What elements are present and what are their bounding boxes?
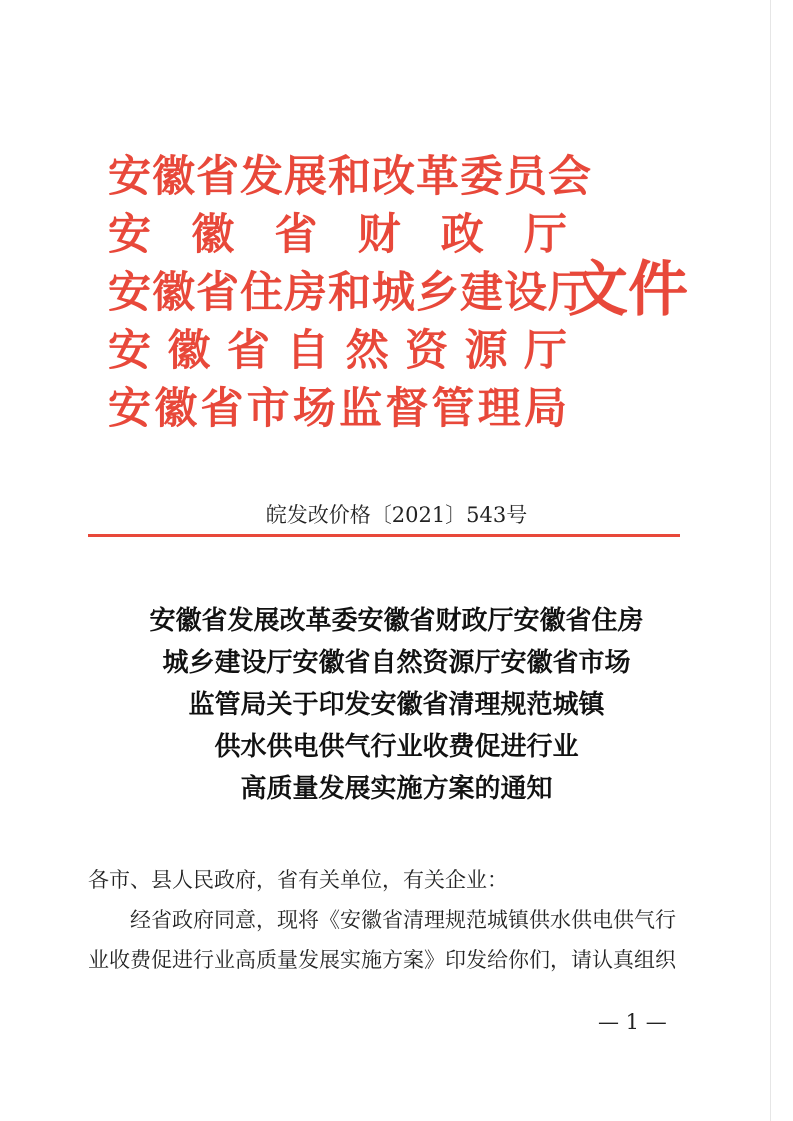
body-line-1: 经省政府同意，现将《安徽省清理规范城镇供水供电供气行 (130, 908, 676, 932)
issuer-3: 安徽省住房和城乡建设厅 (108, 268, 592, 318)
page-number: — 1 — (598, 1010, 667, 1034)
salutation: 各市、县人民政府，省有关单位，有关企业： (88, 868, 508, 892)
red-divider-line (88, 534, 680, 537)
document-word: 文件 (568, 255, 688, 325)
page-edge-line (770, 0, 771, 1121)
issuer-4: 安徽省自然资源厅 (108, 326, 568, 376)
document-title (0, 600, 793, 810)
title-line-3: 监管局关于印发安徽省清理规范城镇 (188, 690, 605, 720)
body-line-2: 业收费促进行业高质量发展实施方案》印发给你们，请认真组织 (88, 948, 676, 972)
issuer-5: 安徽省市场监督管理局 (108, 384, 568, 434)
document-body (88, 861, 678, 981)
issuing-authorities (108, 148, 592, 438)
document-number: 皖发改价格〔2021〕543号 (265, 503, 528, 527)
issuer-1: 安徽省发展和改革委员会 (108, 152, 592, 202)
title-line-2: 城乡建设厅安徽省自然资源厅安徽省市场 (162, 648, 631, 678)
issuer-2: 安徽省财政厅 (108, 210, 568, 260)
title-line-1: 安徽省发展改革委安徽省财政厅安徽省住房 (149, 606, 644, 636)
title-line-5: 高质量发展实施方案的通知 (240, 774, 553, 804)
title-line-4: 供水供电供气行业收费促进行业 (214, 732, 579, 762)
